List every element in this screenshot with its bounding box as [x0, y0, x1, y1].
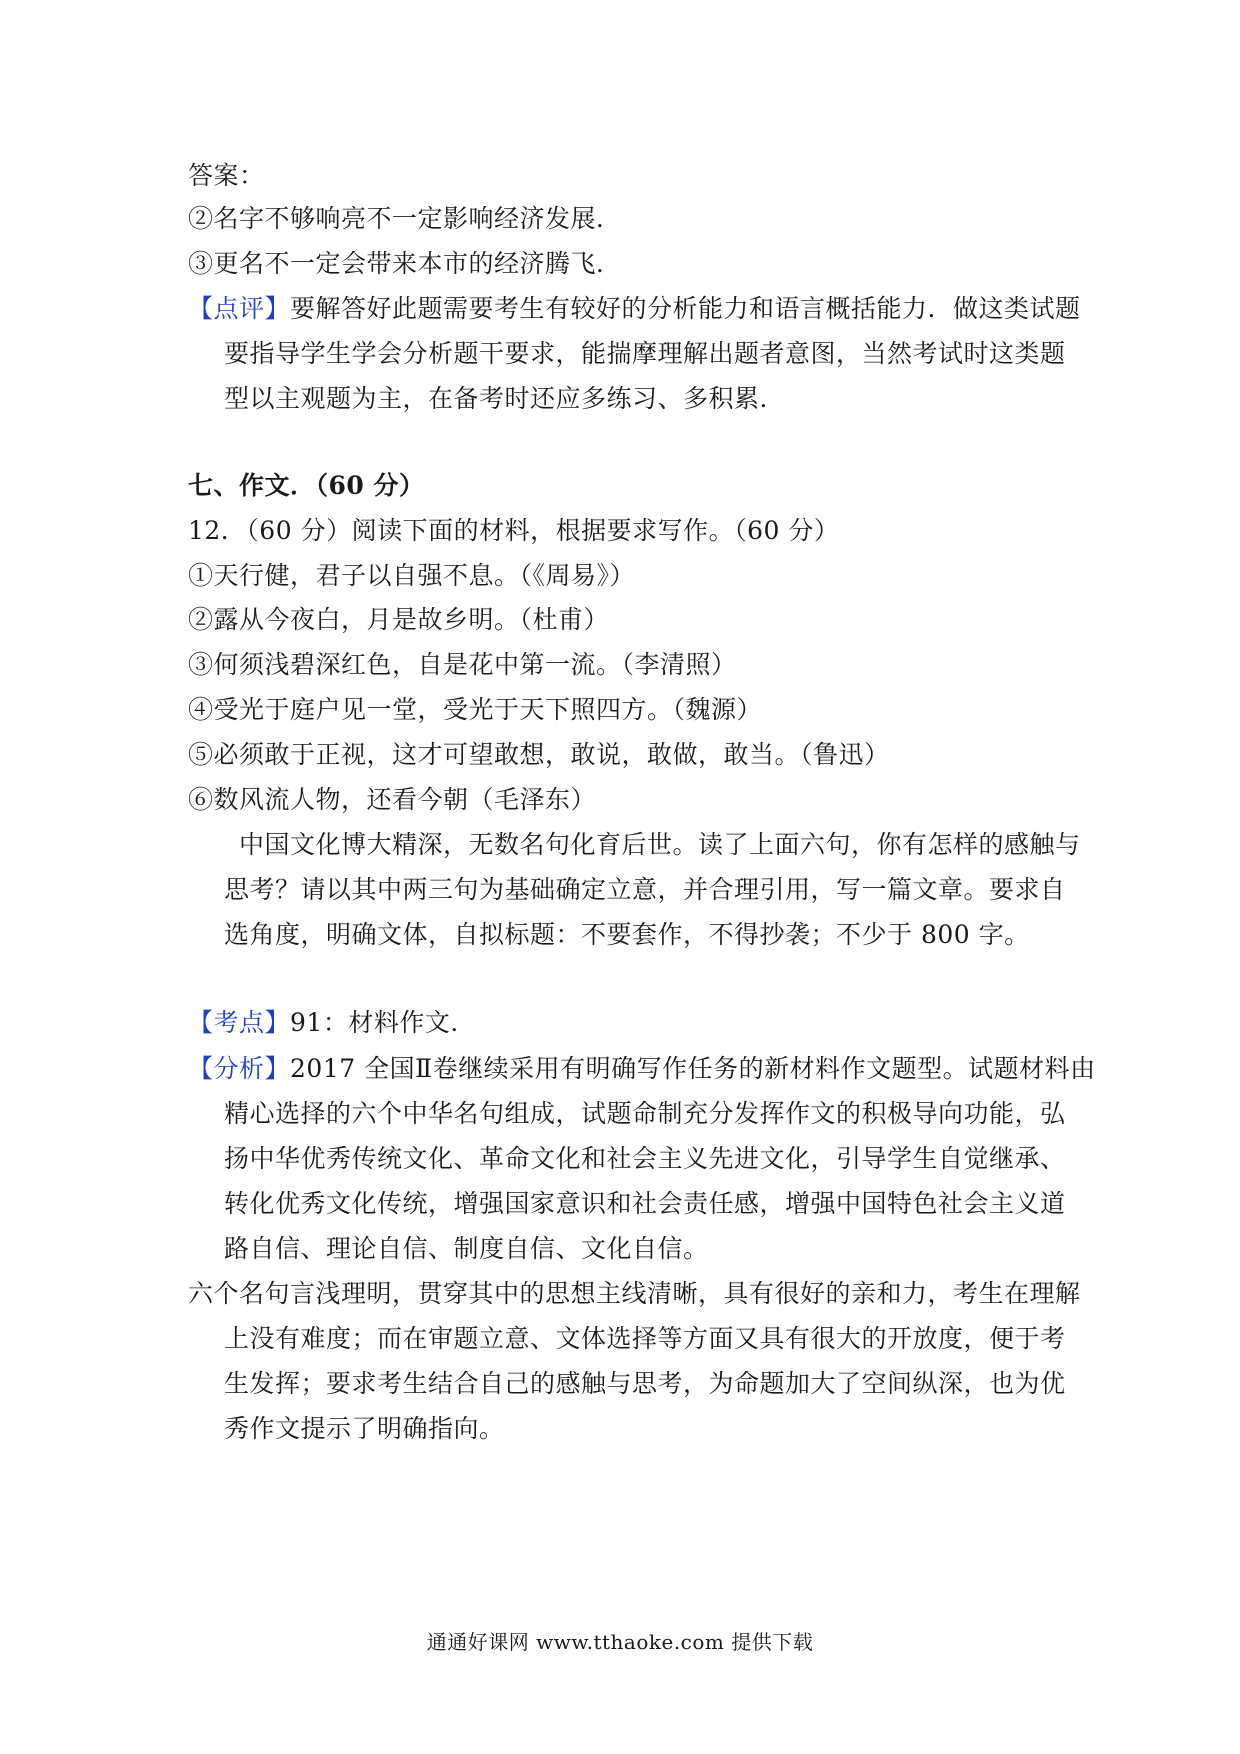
- prompt-line: 选角度，明确文体，自拟标题：不要套作，不得抄袭；不少于 800 字。: [224, 920, 1030, 949]
- analysis-extra-line: 上没有难度；而在审题立意、文体选择等方面又具有很大的开放度，便于考: [224, 1324, 1066, 1353]
- comment-line: 型以主观题为主，在备考时还应多练习、多积累．: [224, 384, 786, 413]
- comment-line: [188, 293, 1081, 325]
- quote-item: ①天行健，君子以自强不息。（《周易》）: [188, 561, 636, 590]
- kaodian-text: 91：材料作文．: [290, 1008, 476, 1037]
- answer-item: ③更名不一定会带来本市的经济腾飞．: [188, 249, 622, 278]
- analysis-line: 路自信、理论自信、制度自信、文化自信。: [224, 1234, 709, 1263]
- quote-item: ③何须浅碧深红色，自是花中第一流。（李清照）: [188, 650, 737, 679]
- quote-item: ④受光于庭户见一堂，受光于天下照四方。（魏源）: [188, 695, 763, 724]
- section-heading: 七、作文．（60 分）: [188, 471, 425, 500]
- analysis-line: [188, 1053, 1096, 1085]
- prompt-line: 中国文化博大精深，无数名句化育后世。读了上面六句，你有怎样的感触与: [239, 830, 1081, 859]
- analysis-extra-line: 生发挥；要求考生结合自己的感触与思考，为命题加大了空间纵深，也为优: [224, 1369, 1066, 1398]
- analysis-line: 扬中华优秀传统文化、革命文化和社会主义先进文化，引导学生自觉继承、: [224, 1144, 1066, 1173]
- prompt-line: 思考？请以其中两三句为基础确定立意，并合理引用，写一篇文章。要求自: [224, 875, 1066, 904]
- analysis-line: 精心选择的六个中华名句组成，试题命制充分发挥作文的积极导向功能，弘: [224, 1099, 1066, 1128]
- analysis-extra-line: 秀作文提示了明确指向。: [224, 1414, 505, 1443]
- kaodian-tag: 【考点】: [188, 1008, 291, 1037]
- quote-item: ⑤必须敢于正视，这才可望敢想，敢说，敢做，敢当。（鲁迅）: [188, 740, 890, 769]
- analysis-tag: 【分析】: [188, 1054, 291, 1083]
- analysis-line: 转化优秀文化传统，增强国家意识和社会责任感，增强中国特色社会主义道: [224, 1189, 1066, 1218]
- kaodian-line: [188, 1007, 476, 1039]
- comment-text: 要解答好此题需要考生有较好的分析能力和语言概括能力．做这类试题: [290, 294, 1081, 323]
- quote-item: ②露从今夜白，月是故乡明。（杜甫）: [188, 605, 610, 634]
- comment-line: 要指导学生学会分析题干要求，能揣摩理解出题者意图，当然考试时这类题: [224, 339, 1066, 368]
- answer-item: ②名字不够响亮不一定影响经济发展．: [188, 204, 622, 233]
- answer-label: 答案：: [188, 161, 265, 190]
- analysis-text: 2017 全国Ⅱ卷继续采用有明确写作任务的新材料作文题型。试题材料由: [290, 1054, 1096, 1083]
- question-line: 12．（60 分）阅读下面的材料，根据要求写作。（60 分）: [188, 516, 840, 545]
- analysis-extra-line: 六个名句言浅理明，贯穿其中的思想主线清晰，具有很好的亲和力，考生在理解: [188, 1279, 1081, 1308]
- quote-item: ⑥数风流人物，还看今朝（毛泽东）: [188, 785, 597, 814]
- comment-tag: 【点评】: [188, 294, 291, 323]
- page-footer: 通通好课网 www.tthaoke.com 提供下载: [426, 1630, 814, 1654]
